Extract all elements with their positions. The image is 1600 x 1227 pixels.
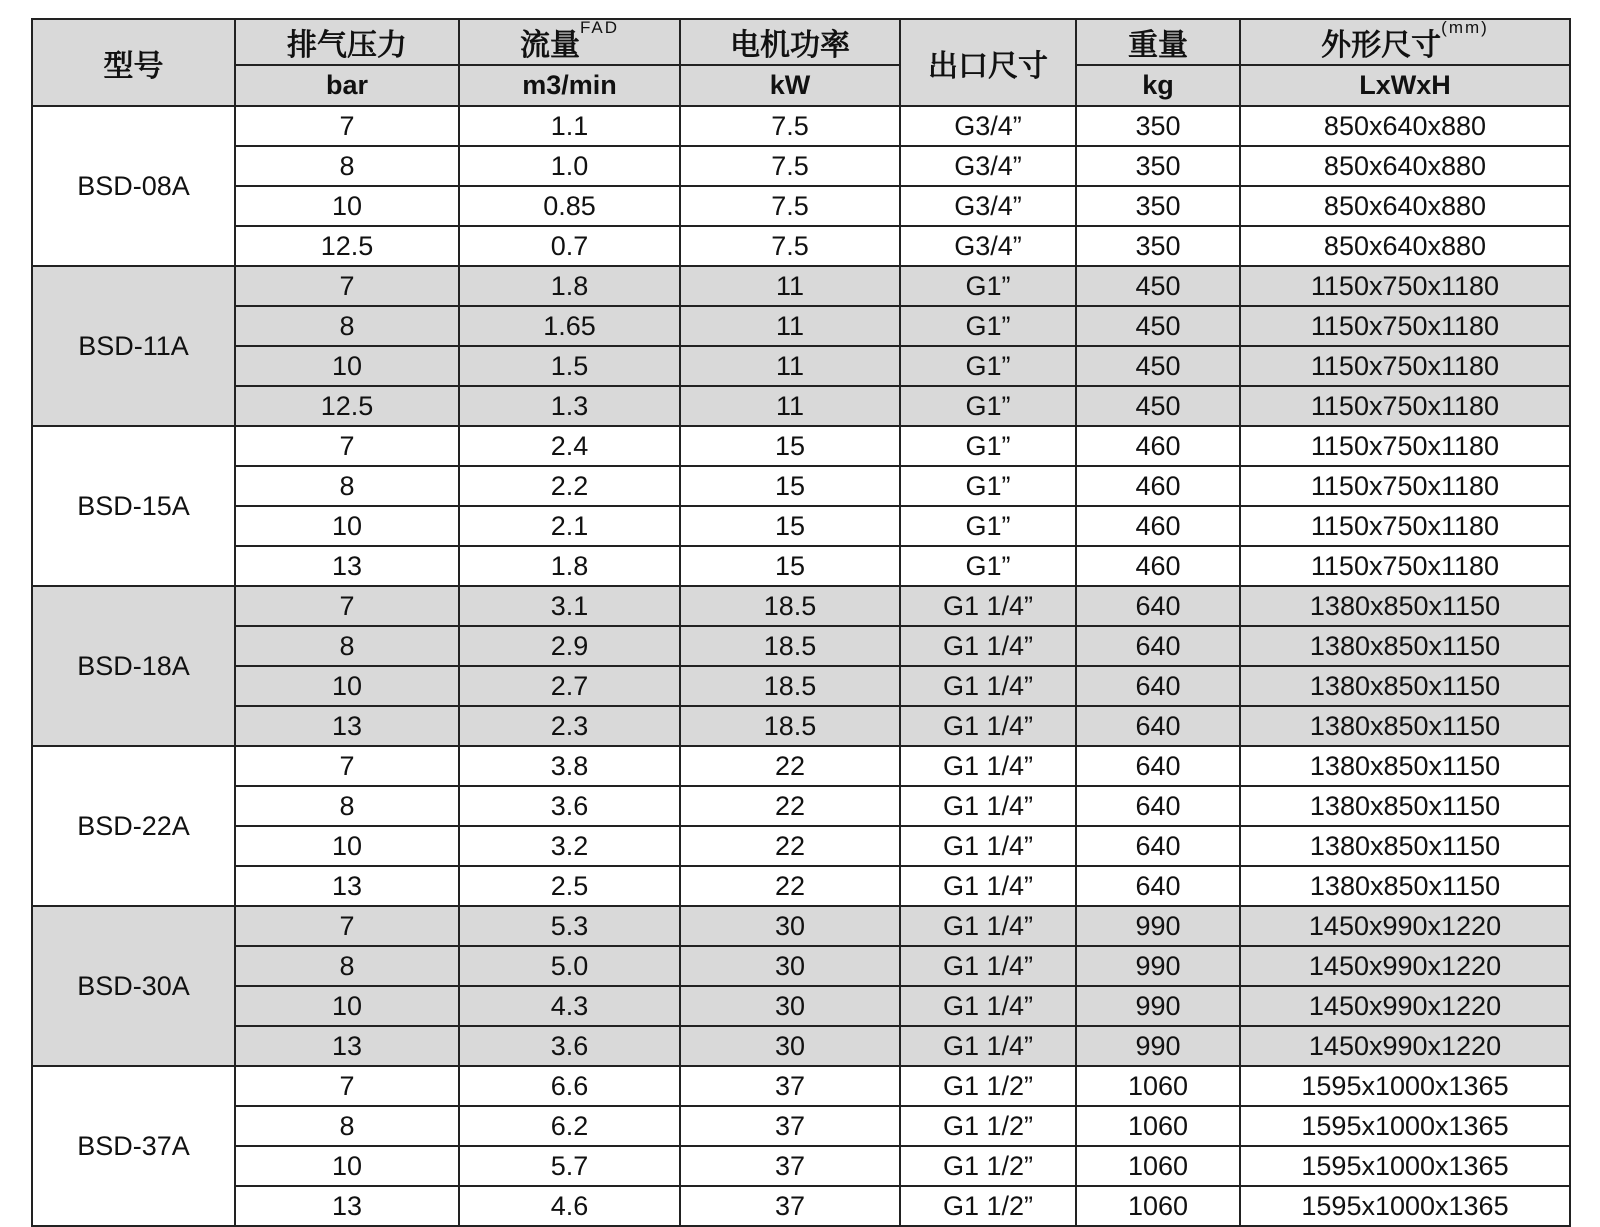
table-row: [32, 1146, 1570, 1186]
outlet-cell: G1”: [900, 426, 1076, 466]
dimensions-cell: 1150x750x1180: [1240, 346, 1570, 386]
spec-table: [31, 18, 1571, 1227]
table-row: [32, 626, 1570, 666]
pressure-cell: 10: [235, 666, 459, 706]
flow-cell: 2.1: [459, 506, 680, 546]
pressure-cell: 8: [235, 946, 459, 986]
power-cell: 30: [680, 906, 900, 946]
power-cell: 18.5: [680, 706, 900, 746]
weight-cell: 990: [1076, 906, 1240, 946]
weight-cell: 990: [1076, 1026, 1240, 1066]
power-cell: 22: [680, 866, 900, 906]
outlet-cell: G1 1/4”: [900, 986, 1076, 1026]
flow-cell: 0.7: [459, 226, 680, 266]
dimensions-cell: 1450x990x1220: [1240, 1026, 1570, 1066]
flow-cell: 3.6: [459, 786, 680, 826]
dimensions-cell: 1595x1000x1365: [1240, 1066, 1570, 1106]
table-row: [32, 826, 1570, 866]
power-cell: 30: [680, 946, 900, 986]
flow-cell: 3.6: [459, 1026, 680, 1066]
outlet-cell: G1”: [900, 386, 1076, 426]
outlet-cell: G1 1/4”: [900, 826, 1076, 866]
flow-cell: 6.6: [459, 1066, 680, 1106]
model-cell: BSD-08A: [32, 106, 235, 266]
pressure-cell: 7: [235, 586, 459, 626]
model-cell: BSD-37A: [32, 1066, 235, 1226]
dimensions-cell: 1150x750x1180: [1240, 386, 1570, 426]
table-row: [32, 146, 1570, 186]
flow-cell: 3.2: [459, 826, 680, 866]
weight-cell: 1060: [1076, 1106, 1240, 1146]
table-row: [32, 786, 1570, 826]
dimensions-cell: 1380x850x1150: [1240, 586, 1570, 626]
table-row: [32, 226, 1570, 266]
pressure-cell: 10: [235, 986, 459, 1026]
dimensions-cell: 1450x990x1220: [1240, 986, 1570, 1026]
weight-cell: 460: [1076, 426, 1240, 466]
table-row: [32, 306, 1570, 346]
flow-cell: 1.5: [459, 346, 680, 386]
power-cell: 7.5: [680, 226, 900, 266]
pressure-cell: 8: [235, 146, 459, 186]
dimensions-cell: 1380x850x1150: [1240, 706, 1570, 746]
outlet-cell: G1 1/4”: [900, 586, 1076, 626]
power-cell: 15: [680, 546, 900, 586]
flow-cell: 2.4: [459, 426, 680, 466]
weight-cell: 640: [1076, 786, 1240, 826]
dimensions-cell: 850x640x880: [1240, 106, 1570, 146]
power-cell: 22: [680, 786, 900, 826]
flow-cell: 5.7: [459, 1146, 680, 1186]
weight-cell: 350: [1076, 146, 1240, 186]
flow-cell: 1.8: [459, 546, 680, 586]
outlet-cell: G1”: [900, 346, 1076, 386]
outlet-cell: G3/4”: [900, 146, 1076, 186]
pressure-cell: 13: [235, 706, 459, 746]
table-row: [32, 1066, 1570, 1106]
weight-cell: 450: [1076, 306, 1240, 346]
table-row: [32, 506, 1570, 546]
outlet-cell: G1”: [900, 306, 1076, 346]
pressure-cell: 8: [235, 626, 459, 666]
pressure-cell: 10: [235, 1146, 459, 1186]
power-cell: 37: [680, 1106, 900, 1146]
power-cell: 37: [680, 1146, 900, 1186]
dimensions-cell: 1595x1000x1365: [1240, 1146, 1570, 1186]
table-row: [32, 266, 1570, 306]
weight-cell: 990: [1076, 946, 1240, 986]
outlet-cell: G1 1/2”: [900, 1186, 1076, 1226]
power-cell: 37: [680, 1186, 900, 1226]
flow-cell: 2.3: [459, 706, 680, 746]
power-cell: 11: [680, 266, 900, 306]
dimensions-cell: 1450x990x1220: [1240, 906, 1570, 946]
pressure-cell: 13: [235, 1186, 459, 1226]
pressure-cell: 12.5: [235, 226, 459, 266]
dimensions-cell: 1150x750x1180: [1240, 466, 1570, 506]
header-power-unit: kW: [680, 65, 900, 106]
outlet-cell: G1”: [900, 506, 1076, 546]
pressure-cell: 8: [235, 306, 459, 346]
dimensions-cell: 1380x850x1150: [1240, 866, 1570, 906]
header-row-1: [32, 19, 1570, 65]
dimensions-cell: 1450x990x1220: [1240, 946, 1570, 986]
flow-cell: 3.8: [459, 746, 680, 786]
flow-cell: 6.2: [459, 1106, 680, 1146]
weight-cell: 640: [1076, 586, 1240, 626]
pressure-cell: 13: [235, 546, 459, 586]
flow-cell: 1.1: [459, 106, 680, 146]
pressure-cell: 7: [235, 266, 459, 306]
outlet-cell: G1 1/4”: [900, 1026, 1076, 1066]
flow-cell: 1.8: [459, 266, 680, 306]
model-cell: BSD-11A: [32, 266, 235, 426]
table-row: [32, 426, 1570, 466]
pressure-cell: 7: [235, 906, 459, 946]
table-row: [32, 866, 1570, 906]
table-row: [32, 666, 1570, 706]
table-row: [32, 746, 1570, 786]
flow-cell: 4.6: [459, 1186, 680, 1226]
weight-cell: 1060: [1076, 1186, 1240, 1226]
outlet-cell: G1”: [900, 266, 1076, 306]
power-cell: 15: [680, 466, 900, 506]
pressure-cell: 10: [235, 826, 459, 866]
flow-cell: 5.3: [459, 906, 680, 946]
flow-cell: 5.0: [459, 946, 680, 986]
pressure-cell: 13: [235, 866, 459, 906]
table-row: [32, 346, 1570, 386]
pressure-cell: 8: [235, 1106, 459, 1146]
weight-cell: 990: [1076, 986, 1240, 1026]
outlet-cell: G1 1/2”: [900, 1066, 1076, 1106]
header-flow-superscript: FAD: [579, 19, 620, 37]
header-pressure-unit: bar: [235, 65, 459, 106]
pressure-cell: 7: [235, 1066, 459, 1106]
weight-cell: 1060: [1076, 1146, 1240, 1186]
pressure-cell: 10: [235, 186, 459, 226]
power-cell: 30: [680, 1026, 900, 1066]
table-header: [32, 19, 1570, 106]
flow-cell: 2.9: [459, 626, 680, 666]
weight-cell: 1060: [1076, 1066, 1240, 1106]
table-row: [32, 586, 1570, 626]
header-weight: 重量: [1076, 19, 1240, 65]
pressure-cell: 13: [235, 1026, 459, 1066]
table-row: [32, 986, 1570, 1026]
outlet-cell: G1 1/4”: [900, 666, 1076, 706]
power-cell: 18.5: [680, 666, 900, 706]
dimensions-cell: 1150x750x1180: [1240, 506, 1570, 546]
header-model: 型号: [32, 19, 235, 106]
flow-cell: 1.0: [459, 146, 680, 186]
outlet-cell: G1 1/2”: [900, 1106, 1076, 1146]
table-body: [32, 106, 1570, 1226]
power-cell: 11: [680, 346, 900, 386]
model-cell: BSD-30A: [32, 906, 235, 1066]
outlet-cell: G1 1/4”: [900, 906, 1076, 946]
flow-cell: 2.2: [459, 466, 680, 506]
dimensions-cell: 850x640x880: [1240, 226, 1570, 266]
power-cell: 30: [680, 986, 900, 1026]
header-dimensions: [1240, 19, 1570, 65]
weight-cell: 640: [1076, 706, 1240, 746]
header-pressure: 排气压力: [235, 19, 459, 65]
dimensions-cell: 850x640x880: [1240, 186, 1570, 226]
dimensions-cell: 1380x850x1150: [1240, 666, 1570, 706]
dimensions-cell: 1150x750x1180: [1240, 426, 1570, 466]
weight-cell: 640: [1076, 866, 1240, 906]
weight-cell: 460: [1076, 466, 1240, 506]
outlet-cell: G1 1/4”: [900, 746, 1076, 786]
header-flow-unit: m3/min: [459, 65, 680, 106]
table-row: [32, 946, 1570, 986]
header-flow-label: 流量: [519, 29, 580, 62]
flow-cell: 1.3: [459, 386, 680, 426]
table-row: [32, 706, 1570, 746]
outlet-cell: G1 1/4”: [900, 786, 1076, 826]
weight-cell: 350: [1076, 186, 1240, 226]
pressure-cell: 7: [235, 746, 459, 786]
outlet-cell: G3/4”: [900, 226, 1076, 266]
header-flow: [459, 19, 680, 65]
table-row: [32, 906, 1570, 946]
table-row: [32, 386, 1570, 426]
pressure-cell: 8: [235, 466, 459, 506]
header-dimensions-label: 外形尺寸: [1321, 29, 1442, 62]
flow-cell: 2.5: [459, 866, 680, 906]
outlet-cell: G1 1/2”: [900, 1146, 1076, 1186]
power-cell: 7.5: [680, 186, 900, 226]
outlet-cell: G1 1/4”: [900, 866, 1076, 906]
power-cell: 22: [680, 826, 900, 866]
outlet-cell: G1”: [900, 546, 1076, 586]
flow-cell: 2.7: [459, 666, 680, 706]
outlet-cell: G3/4”: [900, 106, 1076, 146]
weight-cell: 350: [1076, 106, 1240, 146]
dimensions-cell: 1380x850x1150: [1240, 786, 1570, 826]
model-cell: BSD-15A: [32, 426, 235, 586]
pressure-cell: 8: [235, 786, 459, 826]
weight-cell: 350: [1076, 226, 1240, 266]
weight-cell: 450: [1076, 346, 1240, 386]
table-row: [32, 546, 1570, 586]
outlet-cell: G1”: [900, 466, 1076, 506]
outlet-cell: G1 1/4”: [900, 946, 1076, 986]
header-power: 电机功率: [680, 19, 900, 65]
power-cell: 7.5: [680, 146, 900, 186]
flow-cell: 4.3: [459, 986, 680, 1026]
dimensions-cell: 1150x750x1180: [1240, 266, 1570, 306]
outlet-cell: G1 1/4”: [900, 706, 1076, 746]
flow-cell: 1.65: [459, 306, 680, 346]
power-cell: 11: [680, 386, 900, 426]
power-cell: 15: [680, 506, 900, 546]
header-dimensions-unit: LxWxH: [1240, 65, 1570, 106]
header-outlet: 出口尺寸: [900, 19, 1076, 106]
pressure-cell: 10: [235, 346, 459, 386]
flow-cell: 3.1: [459, 586, 680, 626]
table-row: [32, 106, 1570, 146]
dimensions-cell: 1150x750x1180: [1240, 546, 1570, 586]
weight-cell: 450: [1076, 386, 1240, 426]
pressure-cell: 7: [235, 106, 459, 146]
weight-cell: 640: [1076, 666, 1240, 706]
pressure-cell: 7: [235, 426, 459, 466]
power-cell: 11: [680, 306, 900, 346]
weight-cell: 450: [1076, 266, 1240, 306]
dimensions-cell: 1380x850x1150: [1240, 626, 1570, 666]
dimensions-cell: 1595x1000x1365: [1240, 1186, 1570, 1226]
power-cell: 22: [680, 746, 900, 786]
weight-cell: 640: [1076, 746, 1240, 786]
dimensions-cell: 1595x1000x1365: [1240, 1106, 1570, 1146]
table-row: [32, 186, 1570, 226]
weight-cell: 460: [1076, 546, 1240, 586]
weight-cell: 640: [1076, 626, 1240, 666]
power-cell: 7.5: [680, 106, 900, 146]
outlet-cell: G3/4”: [900, 186, 1076, 226]
power-cell: 15: [680, 426, 900, 466]
table-row: [32, 1186, 1570, 1226]
table-row: [32, 466, 1570, 506]
pressure-cell: 10: [235, 506, 459, 546]
model-cell: BSD-22A: [32, 746, 235, 906]
dimensions-cell: 1380x850x1150: [1240, 746, 1570, 786]
weight-cell: 640: [1076, 826, 1240, 866]
power-cell: 37: [680, 1066, 900, 1106]
header-row-2: [32, 65, 1570, 106]
model-cell: BSD-18A: [32, 586, 235, 746]
table-row: [32, 1026, 1570, 1066]
dimensions-cell: 850x640x880: [1240, 146, 1570, 186]
dimensions-cell: 1150x750x1180: [1240, 306, 1570, 346]
table-row: [32, 1106, 1570, 1146]
dimensions-cell: 1380x850x1150: [1240, 826, 1570, 866]
outlet-cell: G1 1/4”: [900, 626, 1076, 666]
power-cell: 18.5: [680, 626, 900, 666]
power-cell: 18.5: [680, 586, 900, 626]
pressure-cell: 12.5: [235, 386, 459, 426]
weight-cell: 460: [1076, 506, 1240, 546]
flow-cell: 0.85: [459, 186, 680, 226]
header-weight-unit: kg: [1076, 65, 1240, 106]
header-dimensions-superscript: (mm): [1441, 19, 1489, 37]
